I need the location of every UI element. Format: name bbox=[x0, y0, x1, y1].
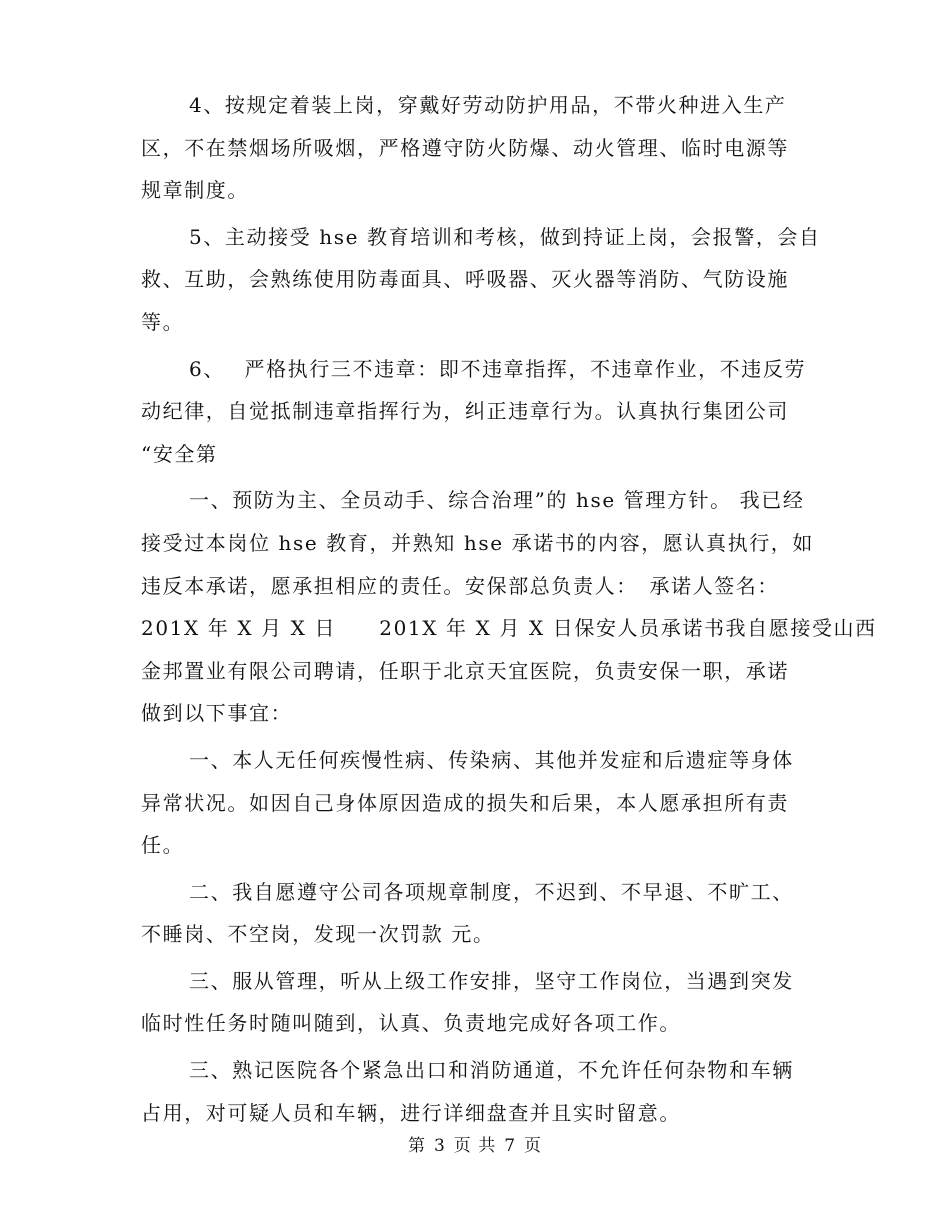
text-line: 二、我自愿遵守公司各项规章制度，不迟到、不早退、不旷工、 bbox=[189, 879, 794, 904]
paragraph-exits bbox=[141, 1049, 809, 1134]
paragraph-management bbox=[141, 960, 809, 1045]
text-line: 6、 严格执行三不违章：即不违章指挥，不违章作业，不违反劳 bbox=[189, 356, 807, 381]
text-line: 5、主动接受 hse 教育培训和考核，做到持证上岗，会报警，会自 bbox=[189, 224, 821, 249]
paragraph-policy bbox=[141, 479, 877, 735]
text-line: 等。 bbox=[141, 309, 185, 334]
footer-prefix: 第 bbox=[407, 1136, 426, 1156]
text-line: 动纪律，自觉抵制违章指挥行为，纠正违章行为。认真执行集团公司 bbox=[141, 399, 789, 424]
paragraph-6 bbox=[141, 348, 809, 476]
text-line: 接受过本岗位 hse 教育，并熟知 hse 承诺书的内容，愿认真执行，如 bbox=[141, 530, 814, 555]
footer-suffix: 页 bbox=[524, 1136, 543, 1156]
text-line: 违反本承诺，愿承担相应的责任。安保部总负责人： 承诺人签名： bbox=[141, 573, 779, 598]
text-line: 做到以下事宜： bbox=[141, 701, 293, 726]
text-line: 三、服从管理，听从上级工作安排，坚守工作岗位，当遇到突发 bbox=[189, 968, 794, 993]
page-footer bbox=[0, 1131, 950, 1156]
text-line: 异常状况。如因自己身体原因造成的损失和后果，本人愿承担所有责 bbox=[141, 790, 789, 815]
text-line: 一、本人无任何疾慢性病、传染病、其他并发症和后遗症等身体 bbox=[189, 747, 794, 772]
text-line: 一、预防为主、全员动手、综合治理”的 hse 管理方针。 我已经 bbox=[189, 488, 805, 513]
text-line: 三、熟记医院各个紧急出口和消防通道，不允许任何杂物和车辆 bbox=[189, 1058, 794, 1083]
paragraph-health bbox=[141, 739, 809, 867]
page-number-current: 3 bbox=[433, 1136, 446, 1156]
text-line: 4、按规定着装上岗，穿戴好劳动防护用品，不带火种进入生产 bbox=[189, 93, 787, 117]
paragraph-5 bbox=[141, 216, 821, 344]
page-number-total: 7 bbox=[504, 1136, 517, 1156]
text-line: 201X 年 X 月 X 日 201X 年 X 月 X 日保安人员承诺书我自愿接受山西 bbox=[141, 616, 877, 641]
paragraph-4 bbox=[141, 84, 809, 212]
text-line: 金邦置业有限公司聘请，任职于北京天宜医院，负责安保一职，承诺 bbox=[141, 658, 789, 683]
text-line: 规章制度。 bbox=[141, 178, 249, 203]
footer-mid: 页 共 bbox=[453, 1136, 497, 1156]
text-line: 不睡岗、不空岗，发现一次罚款 元。 bbox=[141, 922, 495, 947]
text-line: “安全第 bbox=[141, 441, 218, 466]
text-line: 占用，对可疑人员和车辆，进行详细盘查并且实时留意。 bbox=[141, 1100, 681, 1125]
document-body bbox=[141, 84, 877, 1138]
text-line: 救、互助，会熟练使用防毒面具、呼吸器、灭火器等消防、气防设施 bbox=[141, 267, 789, 292]
text-line: 临时性任务时随叫随到，认真、负责地完成好各项工作。 bbox=[141, 1011, 681, 1036]
paragraph-rules bbox=[141, 871, 809, 956]
text-line: 区，不在禁烟场所吸烟，严格遵守防火防爆、动火管理、临时电源等 bbox=[141, 135, 789, 160]
text-line: 任。 bbox=[141, 833, 185, 858]
